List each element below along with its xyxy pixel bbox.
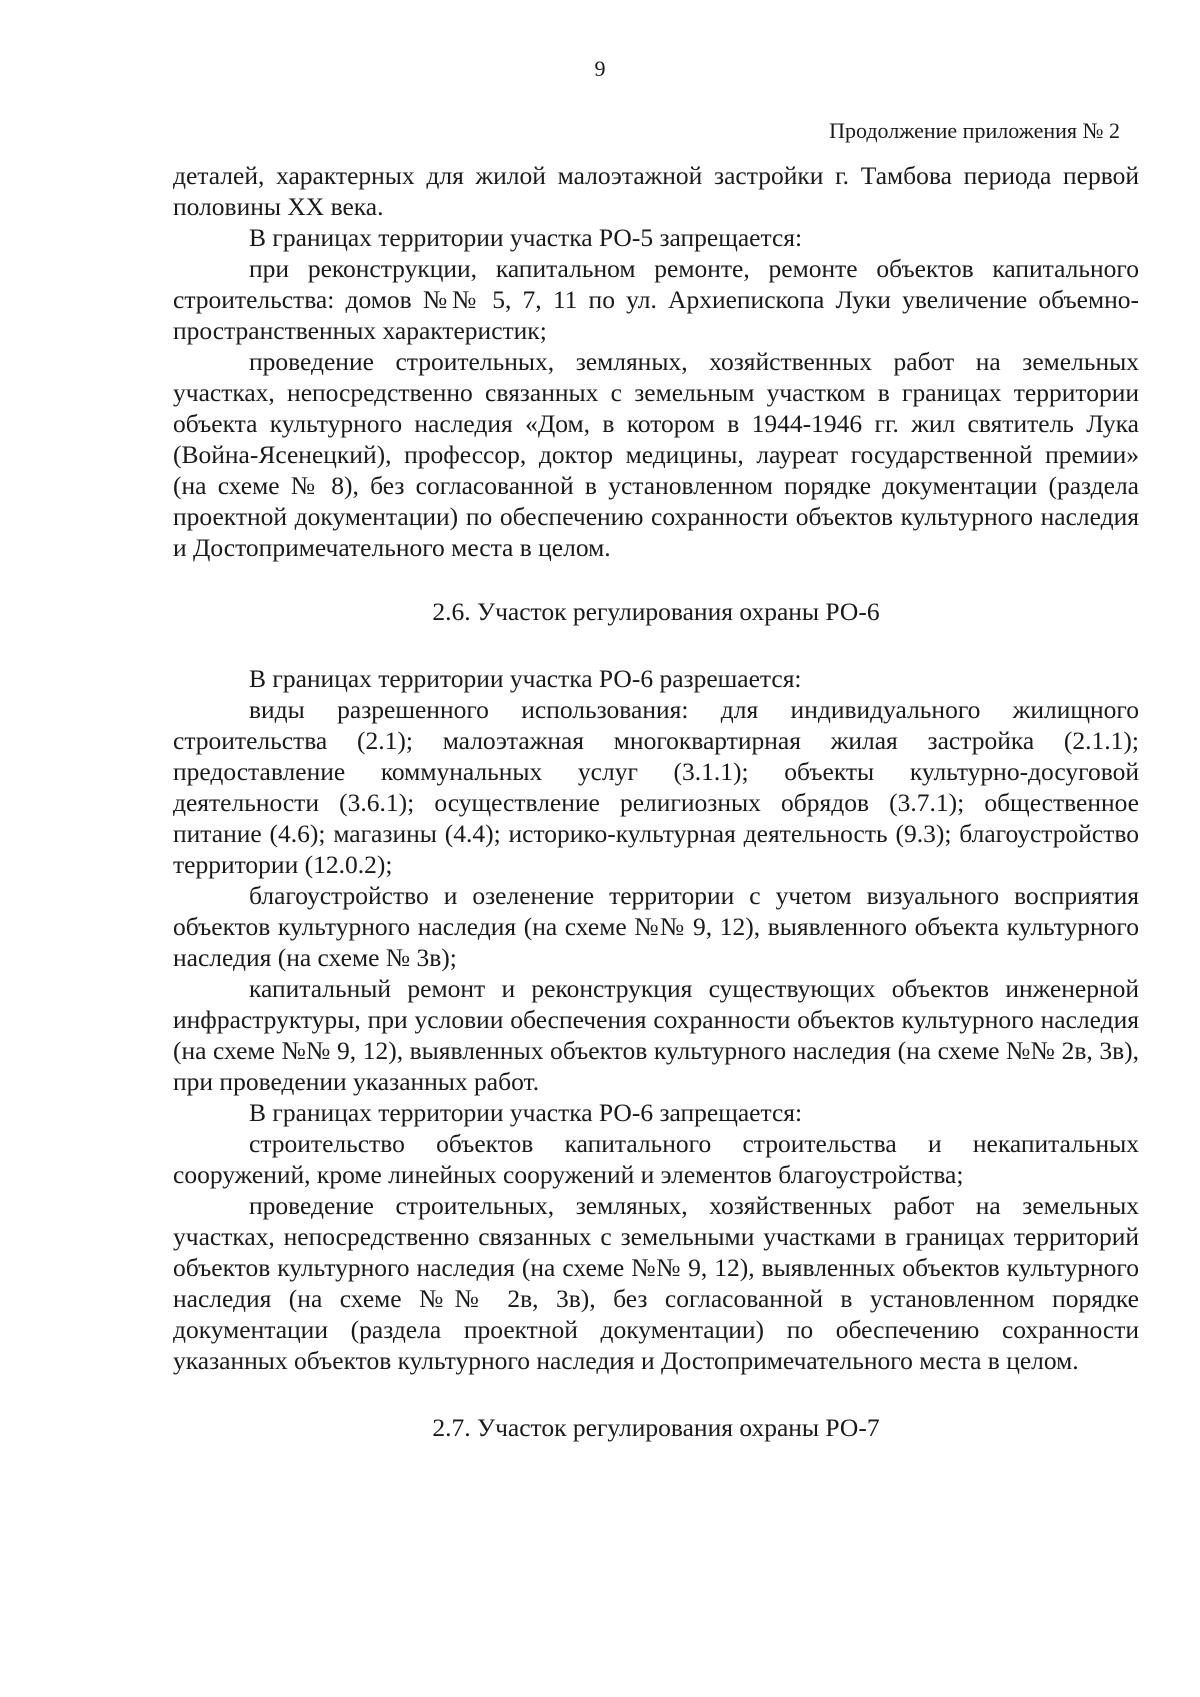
paragraph-ro6-construction-ban: строительство объектов капитального строительства и некапитальных сооружений, кроме линейных сооружений и элементов благоустройства;	[173, 1129, 1139, 1189]
section-title-ro6: 2.6. Участок регулирования охраны РО-6	[432, 597, 880, 626]
paragraph-ro5-works: проведение строительных, земляных, хозяйственных работ на земельных участках, непосредственно связанных с земельным участком в границах территории объекта культурного наследия «Дом, в котором в 1944-1946 гг. жил святитель Лука (Война-Ясенецкий), профессор, доктор медицины, лауреат государственной премии» (на схеме № 8), без согласованной в установленном порядке документации (раздела проектной документации) по обеспечению сохранности объектов культурного наследия и Достопримечательного места в целом.	[173, 347, 1139, 562]
paragraph-ro5-prohibited-heading: В границах территории участка РО-5 запрещается:	[249, 223, 803, 252]
appendix-continuation-note: Продолжение приложения № 2	[829, 118, 1120, 143]
paragraph-ro5-reconstruction: при реконструкции, капитальном ремонте, ремонте объектов капитального строительства: домов №№ 5, 7, 11 по ул. Архиепископа Луки увеличение объемно-пространственных характеристик;	[173, 254, 1139, 345]
paragraph-ro6-usage-types: виды разрешенного использования: для индивидуального жилищного строительства (2.1); малоэтажная многоквартирная жилая застройка (2.1.1); предоставление коммунальных услуг (3.1.1); объекты культурно-досуговой деятельности (3.6.1); осуществление религиозных обрядов (3.7.1); общественное питание (4.6); магазины (4.4); историко-культурная деятельность (9.3); благоустройство территории (12.0.2);	[173, 695, 1139, 879]
page-number: 9	[594, 56, 606, 81]
section-title-ro7: 2.7. Участок регулирования охраны РО-7	[432, 1413, 880, 1442]
paragraph-ro6-landscaping: благоустройство и озеленение территории с учетом визуального восприятия объектов культурного наследия (на схеме №№ 9, 12), выявленного объекта культурного наследия (на схеме № 3в);	[173, 881, 1139, 972]
paragraph-ro6-prohibited-heading: В границах территории участка РО-6 запрещается:	[249, 1098, 803, 1127]
paragraph-ro6-allowed-heading: В границах территории участка РО-6 разрешается:	[249, 664, 802, 693]
document-body	[173, 160, 1139, 1479]
paragraph-ro6-infrastructure: капитальный ремонт и реконструкция существующих объектов инженерной инфраструктуры, при условии обеспечения сохранности объектов культурного наследия (на схеме №№ 9, 12), выявленных объектов культурного наследия (на схеме №№ 2в, 3в), при проведении указанных работ.	[173, 974, 1139, 1096]
paragraph-ro6-works: проведение строительных, земляных, хозяйственных работ на земельных участках, непосредственно связанных с земельными участками в границах территорий объектов культурного наследия (на схеме №№ 9, 12), выявленных объектов культурного наследия (на схеме №№ 2в, 3в), без согласованной в установленном порядке документации (раздела проектной документации) по обеспечению сохранности указанных объектов культурного наследия и Достопримечательного места в целом.	[173, 1191, 1139, 1375]
paragraph-continuation: деталей, характерных для жилой малоэтажной застройки г. Тамбова периода первой половины XX века.	[173, 161, 1139, 221]
